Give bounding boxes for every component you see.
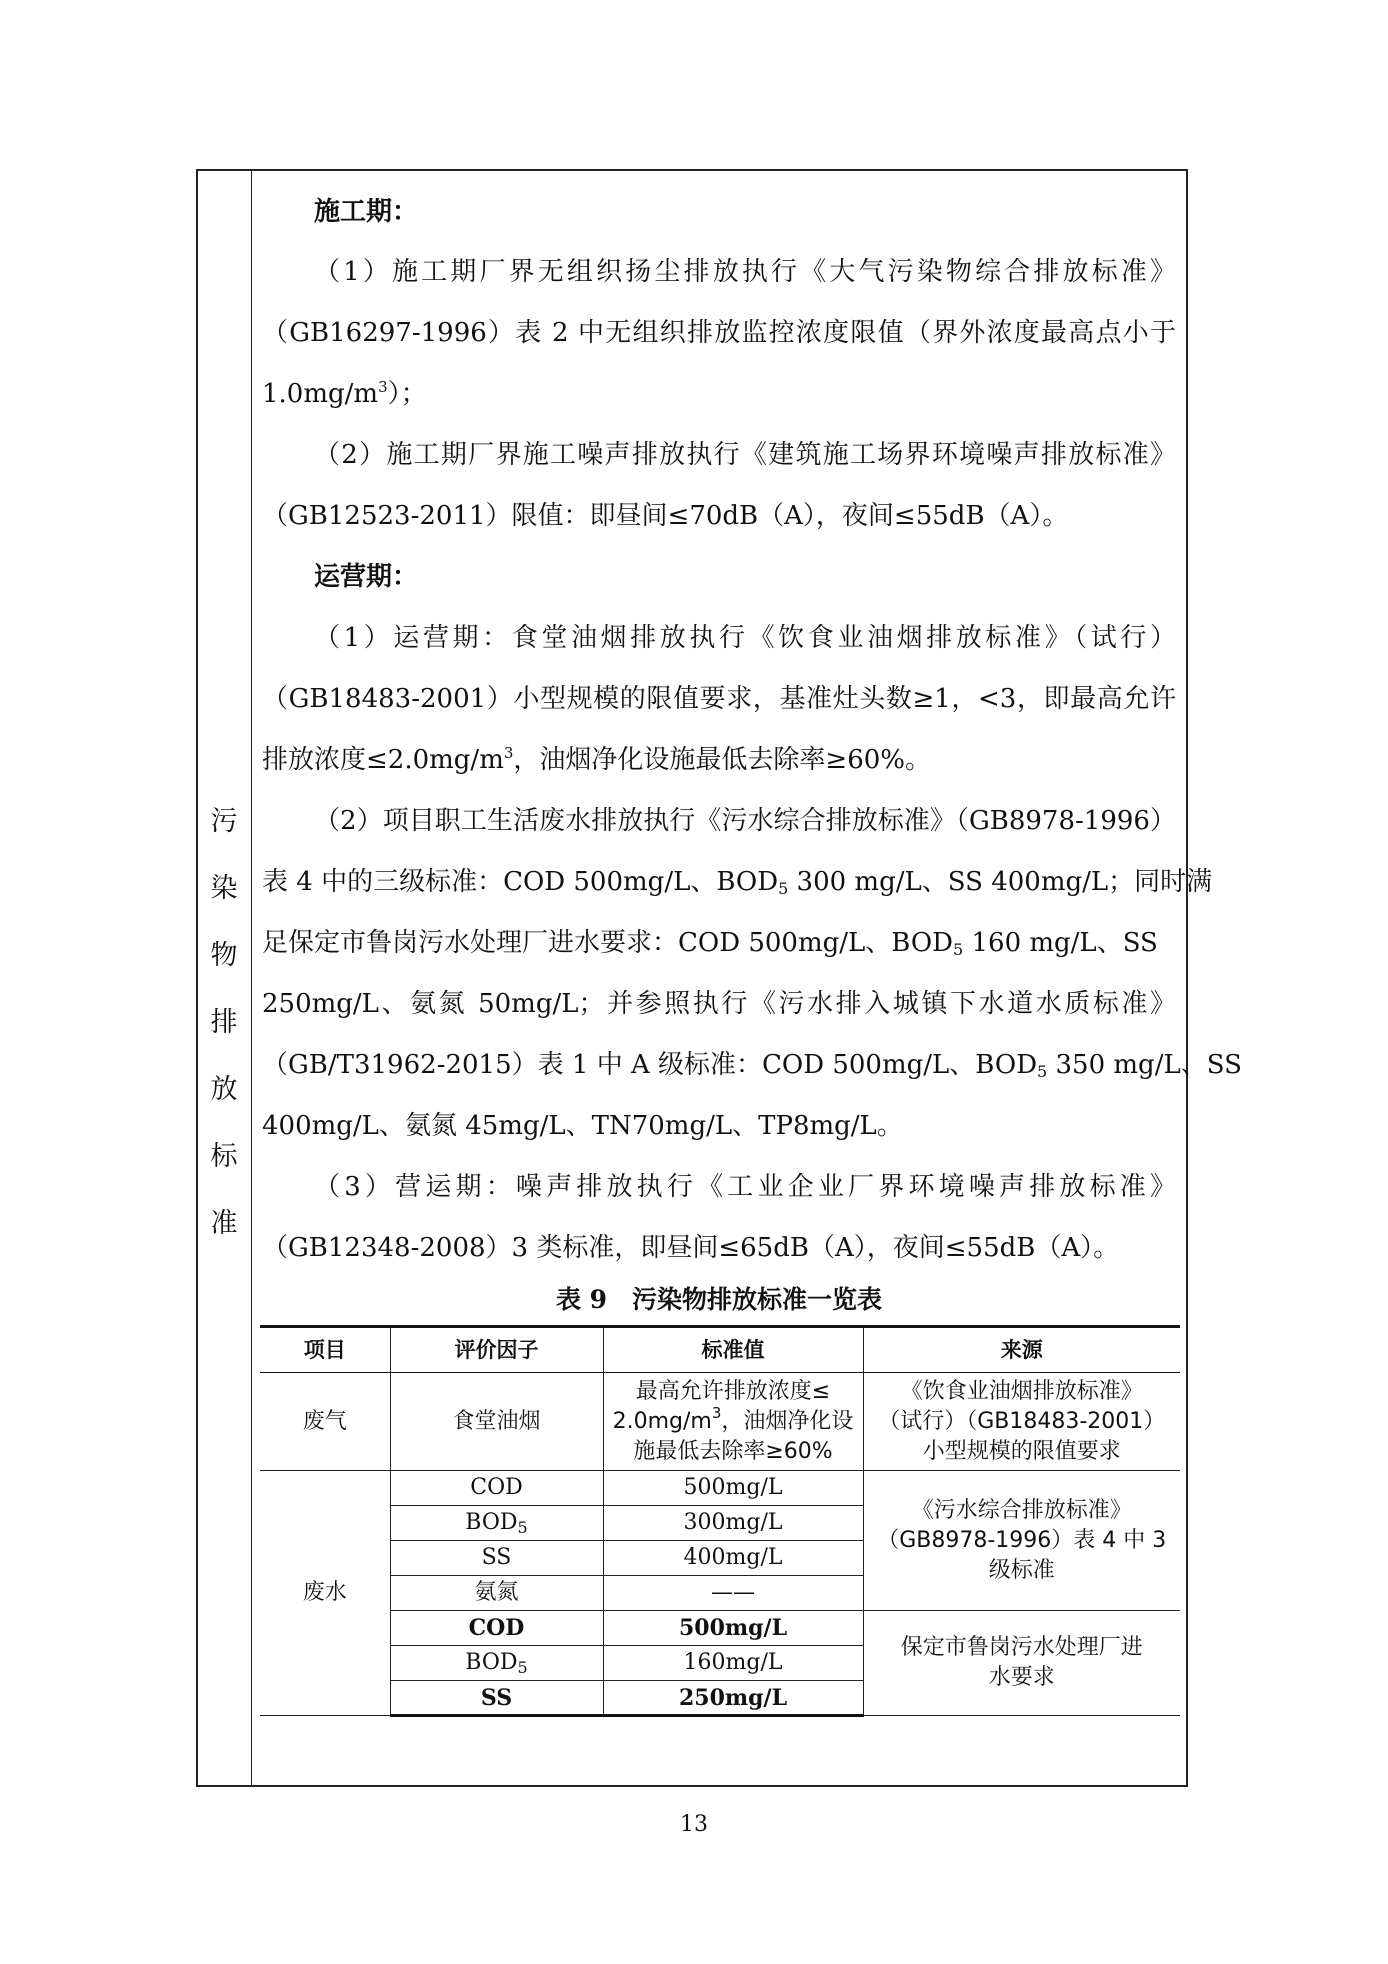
side-label	[198, 788, 250, 1257]
superscript: 3	[711, 1403, 722, 1422]
cell-text: 保定市鲁岗污水处理厂进	[900, 1635, 1143, 1660]
cell-text: 《污水综合排放标准》	[911, 1497, 1132, 1523]
cell-source	[863, 1471, 1180, 1611]
cell-text: 施最低去除率≥60%	[633, 1438, 833, 1464]
cell-text: 级标准	[988, 1557, 1055, 1583]
subscript: 5	[778, 879, 789, 898]
cell-value: 500mg/L	[603, 1611, 863, 1646]
text-span: 足保定市鲁岗污水处理厂进水要求：COD 500mg/L、BOD	[262, 928, 954, 958]
cell-factor: COD	[390, 1611, 603, 1646]
text-span: 排放浓度≤2.0mg/m	[262, 745, 504, 775]
side-label-char: 准	[210, 1208, 238, 1239]
side-label-char: 标	[210, 1141, 238, 1172]
table-row	[260, 1611, 1180, 1646]
operation-item2-line5	[262, 1047, 1242, 1083]
subscript: 5	[1037, 1062, 1048, 1081]
cell-text: 小型规模的限值要求	[922, 1438, 1121, 1464]
cell-value: 160mg/L	[603, 1646, 863, 1681]
cell-factor	[390, 1646, 603, 1681]
operation-item2-line3	[262, 925, 1176, 961]
cell-category: 废水	[260, 1471, 390, 1716]
text-span: ）；	[387, 379, 427, 409]
side-label-char: 染	[210, 873, 238, 904]
text-span: BOD	[465, 1650, 518, 1675]
side-label-char: 污	[210, 806, 238, 837]
operation-item1-line2: （GB18483-2001）小型规模的限值要求，基准灶头数≥1，<3，即最高允许	[262, 684, 1176, 714]
content-frame	[196, 169, 1242, 1787]
side-label-char: 物	[210, 940, 238, 971]
cell-factor: COD	[390, 1471, 603, 1506]
text-span: BOD	[465, 1510, 518, 1535]
cell-factor: 氨氮	[390, 1576, 603, 1611]
table-row	[260, 1373, 1180, 1471]
construction-heading: 施工期：	[314, 197, 419, 227]
operation-item1-line3	[262, 742, 1176, 778]
header-item: 项目	[260, 1327, 390, 1373]
header-value: 标准值	[603, 1327, 863, 1373]
operation-item2-line2	[262, 864, 1213, 900]
cell-value: ——	[603, 1576, 863, 1611]
subscript: 5	[517, 1518, 528, 1537]
operation-item3-line2: （GB12348-2008）3 类标准，即昼间≤65dB（A），夜间≤55dB（A）。	[262, 1233, 1120, 1263]
header-factor: 评价因子	[390, 1327, 603, 1373]
cell-text: 水要求	[988, 1665, 1055, 1690]
cell-value: 400mg/L	[603, 1541, 863, 1576]
cell-factor: SS	[390, 1681, 603, 1716]
text-span: 1.0mg/m	[262, 379, 379, 409]
cell-value: 250mg/L	[603, 1681, 863, 1716]
cell-text	[608, 1403, 859, 1437]
text-span: （GB/T31962-2015）表 1 中 A 级标准：COD 500mg/L、BOD	[262, 1050, 1038, 1080]
operation-item2-line4: 250mg/L、氨氮 50mg/L；并参照执行《污水排入城镇下水道水质标准》	[262, 989, 1176, 1019]
operation-heading: 运营期：	[314, 562, 419, 592]
header-source: 来源	[863, 1327, 1180, 1373]
text-span: 2.0mg/m	[612, 1408, 712, 1434]
subscript: 5	[517, 1658, 528, 1677]
side-label-char: 排	[210, 1007, 238, 1038]
superscript: 3	[378, 378, 388, 396]
cell-value: 500mg/L	[603, 1471, 863, 1506]
table-header-row	[260, 1327, 1180, 1373]
cell-factor	[390, 1506, 603, 1541]
text-span: 表 4 中的三级标准：COD 500mg/L、BOD	[262, 867, 779, 897]
cell-text: （试行）（GB18483-2001）	[878, 1408, 1166, 1434]
table-title: 表 9 污染物排放标准一览表	[555, 1285, 883, 1314]
cell-text: （GB8978-1996）表 4 中 3	[877, 1527, 1167, 1553]
cell-category: 废气	[260, 1373, 390, 1471]
text-span: 160 mg/L、SS	[963, 928, 1158, 958]
text-span: ，油烟净化设施最低去除率≥60%。	[513, 745, 931, 775]
side-column	[198, 171, 252, 1785]
side-label-char: 放	[210, 1074, 238, 1105]
construction-item2-line1: （2）施工期厂界施工噪声排放执行《建筑施工场界环境噪声排放标准》	[314, 440, 1176, 470]
operation-item1-line1: （1）运营期：食堂油烟排放执行《饮食业油烟排放标准》（试行）	[314, 623, 1176, 653]
construction-item1-line3	[262, 376, 1176, 412]
operation-item3-line1: （3）营运期：噪声排放执行《工业企业厂界环境噪声排放标准》	[314, 1172, 1176, 1202]
page-number: 13	[680, 1812, 708, 1837]
subscript: 5	[953, 940, 964, 959]
cell-factor: 食堂油烟	[390, 1373, 603, 1471]
text-span: 350 mg/L、SS	[1047, 1050, 1242, 1080]
operation-item2-line1: （2）项目职工生活废水排放执行《污水综合排放标准》（GB8978-1996）	[314, 806, 1176, 836]
cell-value: 300mg/L	[603, 1506, 863, 1541]
operation-item2-line6: 400mg/L、氨氮 45mg/L、TN70mg/L、TP8mg/L。	[262, 1111, 903, 1141]
superscript: 3	[503, 744, 514, 762]
construction-item1-line2: （GB16297-1996）表 2 中无组织排放监控浓度限值（界外浓度最高点小于	[262, 318, 1176, 348]
text-span: 300 mg/L、SS 400mg/L；同时满	[788, 867, 1213, 897]
emission-standards-table	[260, 1325, 1180, 1717]
cell-source	[863, 1373, 1180, 1471]
construction-item2-line2: （GB12523-2011）限值：即昼间≤70dB（A），夜间≤55dB（A）。	[262, 501, 1069, 531]
cell-value	[603, 1373, 863, 1471]
construction-item1-line1: （1）施工期厂界无组织扬尘排放执行《大气污染物综合排放标准》	[314, 257, 1176, 287]
cell-text: 《饮食业油烟排放标准》	[900, 1378, 1143, 1404]
text-span: ，油烟净化设	[721, 1408, 854, 1434]
cell-source	[863, 1611, 1180, 1716]
table-row	[260, 1471, 1180, 1506]
cell-factor: SS	[390, 1541, 603, 1576]
cell-text: 最高允许排放浓度≤	[635, 1378, 831, 1404]
